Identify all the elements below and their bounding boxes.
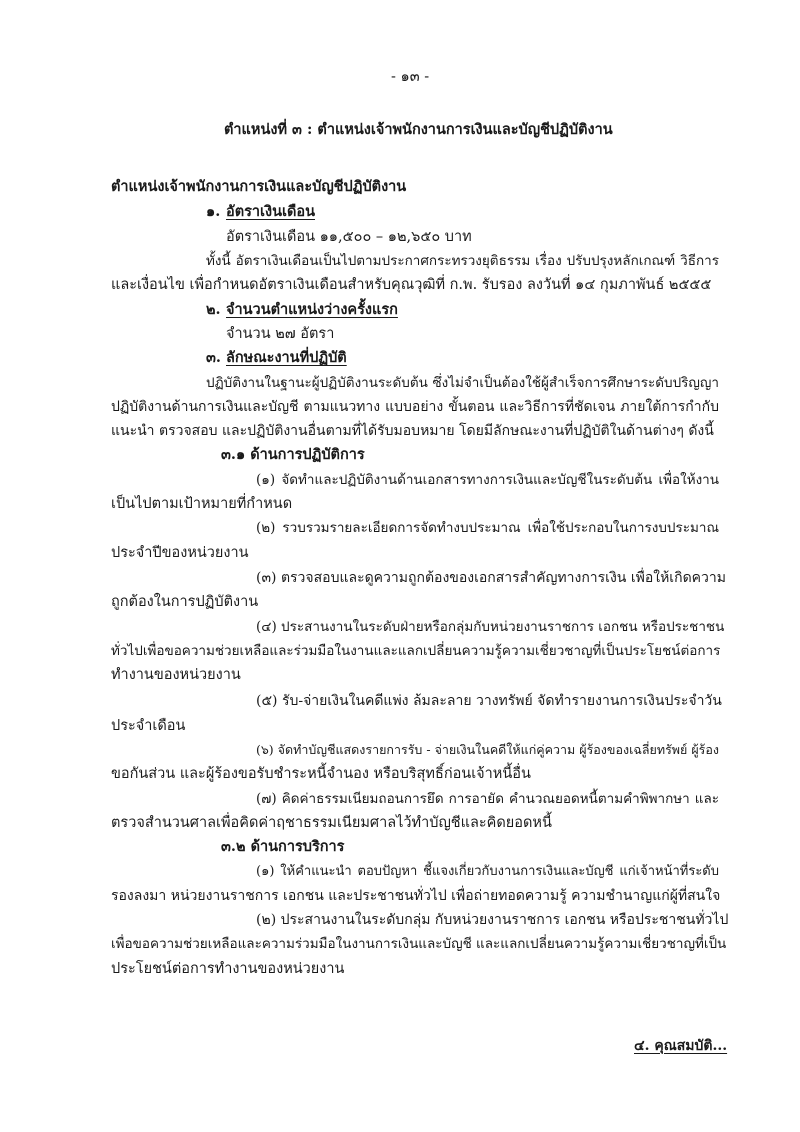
- ops-item-5-line-2: ประจำเดือน: [111, 718, 186, 734]
- ops-item-6-line-2: ขอกันส่วน และผู้ร้องขอรับชำระหนี้จำนอง หรือบริสุทธิ์ก่อนเจ้าหนี้อื่น: [111, 766, 531, 782]
- ops-item-7-line-2: ตรวจสำนวนศาลเพื่อคิดค่าฤชาธรรมเนียมศาลไว้ทำบัญชีและคิดยอดหนี้: [111, 815, 552, 831]
- nature-line-1: ปฏิบัติงานในฐานะผู้ปฏิบัติงานระดับต้น ซึ่งไม่จำเป็นต้องใช้ผู้สำเร็จการศึกษาระดับปริญญา: [206, 375, 719, 391]
- page-number: - ๑๓ -: [391, 69, 430, 85]
- ops-item-6-line-1: (๖) จัดทำบัญชีแสดงรายการรับ - จ่ายเงินในคดีให้แก่คู่ความ ผู้ร้องของเฉลี่ยทรัพย์ ผู้ร้อง: [256, 742, 719, 757]
- salary-note-line-2: และเงื่อนไข เพื่อกำหนดอัตราเงินเดือนสำหรับคุณวุฒิที่ ก.พ. รับรอง ลงวันที่ ๑๔ กุมภาพันธ์ ๒๕๕๕: [111, 277, 712, 293]
- nature-line-2: ปฏิบัติงานด้านการเงินและบัญชี ตามแนวทาง แบบอย่าง ขั้นตอน และวิธีการที่ชัดเจน ภายใต้การกำกับ: [111, 399, 719, 415]
- ops-item-1-line-1: (๑) จัดทำและปฏิบัติงานด้านเอกสารทางการเงินและบัญชีในระดับต้น เพื่อให้งาน: [256, 472, 719, 488]
- page-heading: ตำแหน่งที่ ๓ : ตำแหน่งเจ้าพนักงานการเงินและบัญชีปฏิบัติงาน: [224, 121, 613, 138]
- vacancy-count: จำนวน ๒๗ อัตรา: [226, 326, 335, 342]
- ops-item-4-line-3: ทำงานของหน่วยงาน: [111, 667, 241, 683]
- nature-number: ๓.: [206, 349, 221, 366]
- ops-item-2-line-1: (๒) รวบรวมรายละเอียดการจัดทำงบประมาณ เพื่อใช้ประกอบในการงบประมาณ: [256, 520, 719, 536]
- ops-item-4-line-1: (๔) ประสานงานในระดับฝ่ายหรือกลุ่มกับหน่วยงานราชการ เอกชน หรือประชาชน: [256, 619, 725, 635]
- service-item-1-line-1: (๑) ให้คำแนะนำ ตอบปัญหา ชี้แจงเกี่ยวกับงานการเงินและบัญชี แก่เจ้าหน้าที่ระดับ: [256, 864, 719, 879]
- ops-item-3-line-2: ถูกต้องในการปฏิบัติงาน: [111, 594, 259, 610]
- next-page-continuation: ๔. คุณสมบัติ...: [634, 1038, 728, 1054]
- nature-title: ลักษณะงานที่ปฏิบัติ: [226, 349, 347, 366]
- vacancy-title: จำนวนตำแหน่งว่างครั้งแรก: [226, 301, 398, 318]
- service-item-1-line-2: รองลงมา หน่วยงานราชการ เอกชน และประชาชนทั่วไป เพื่อถ่ายทอดความรู้ ความชำนาญแก่ผู้ที่สนใจ: [111, 888, 721, 904]
- ops-item-3-line-1: (๓) ตรวจสอบและดูความถูกต้องของเอกสารสำคัญทางการเงิน เพื่อให้เกิดความ: [256, 570, 726, 586]
- vacancy-number: ๒.: [206, 301, 221, 318]
- section-title: ตำแหน่งเจ้าพนักงานการเงินและบัญชีปฏิบัติงาน: [111, 178, 407, 195]
- service-item-2-line-3: ประโยชน์ต่อการทำงานของหน่วยงาน: [111, 961, 345, 977]
- salary-note-line-1: ทั้งนี้ อัตราเงินเดือนเป็นไปตามประกาศกระทรวงยุติธรรม เรื่อง ปรับปรุงหลักเกณฑ์ วิธีการ: [206, 253, 719, 269]
- salary-title: อัตราเงินเดือน: [226, 203, 315, 220]
- salary-number: ๑.: [206, 203, 221, 220]
- operations-title: ๓.๑ ด้านการปฏิบัติการ: [221, 446, 365, 463]
- ops-item-4-line-2: ทั่วไปเพื่อขอความช่วยเหลือและร่วมมือในงานและแลกเปลี่ยนความรู้ความเชี่ยวชาญที่เป็นประโยชน์ต่อการ: [111, 643, 721, 659]
- ops-item-7-line-1: (๗) คิดค่าธรรมเนียมถอนการยึด การอายัด คำนวณยอดหนี้ตามคำพิพากษา และ: [256, 791, 719, 807]
- service-item-2-line-1: (๒) ประสานงานในระดับกลุ่ม กับหน่วยงานราชการ เอกชน หรือประชาชนทั่วไป: [256, 912, 729, 928]
- service-item-2-line-2: เพื่อขอความช่วยเหลือและความร่วมมือในงานการเงินและบัญชี และแลกเปลี่ยนความรู้ความเชี่ยวชาญที่เป็น: [111, 936, 727, 952]
- ops-item-1-line-2: เป็นไปตามเป้าหมายที่กำหนด: [111, 496, 293, 512]
- ops-item-2-line-2: ประจำปีของหน่วยงาน: [111, 545, 249, 561]
- salary-rate: อัตราเงินเดือน ๑๑,๕๐๐ – ๑๒,๖๕๐ บาท: [226, 229, 472, 245]
- nature-line-3: แนะนำ ตรวจสอบ และปฏิบัติงานอื่นตามที่ได้รับมอบหมาย โดยมีลักษณะงานที่ปฏิบัติในด้านต่างๆ ดังนี้: [111, 423, 714, 439]
- service-title: ๓.๒ ด้านการบริการ: [221, 838, 345, 855]
- ops-item-5-line-1: (๕) รับ-จ่ายเงินในคดีแพ่ง ล้มละลาย วางทรัพย์ จัดทำรายงานการเงินประจำวัน: [256, 693, 722, 709]
